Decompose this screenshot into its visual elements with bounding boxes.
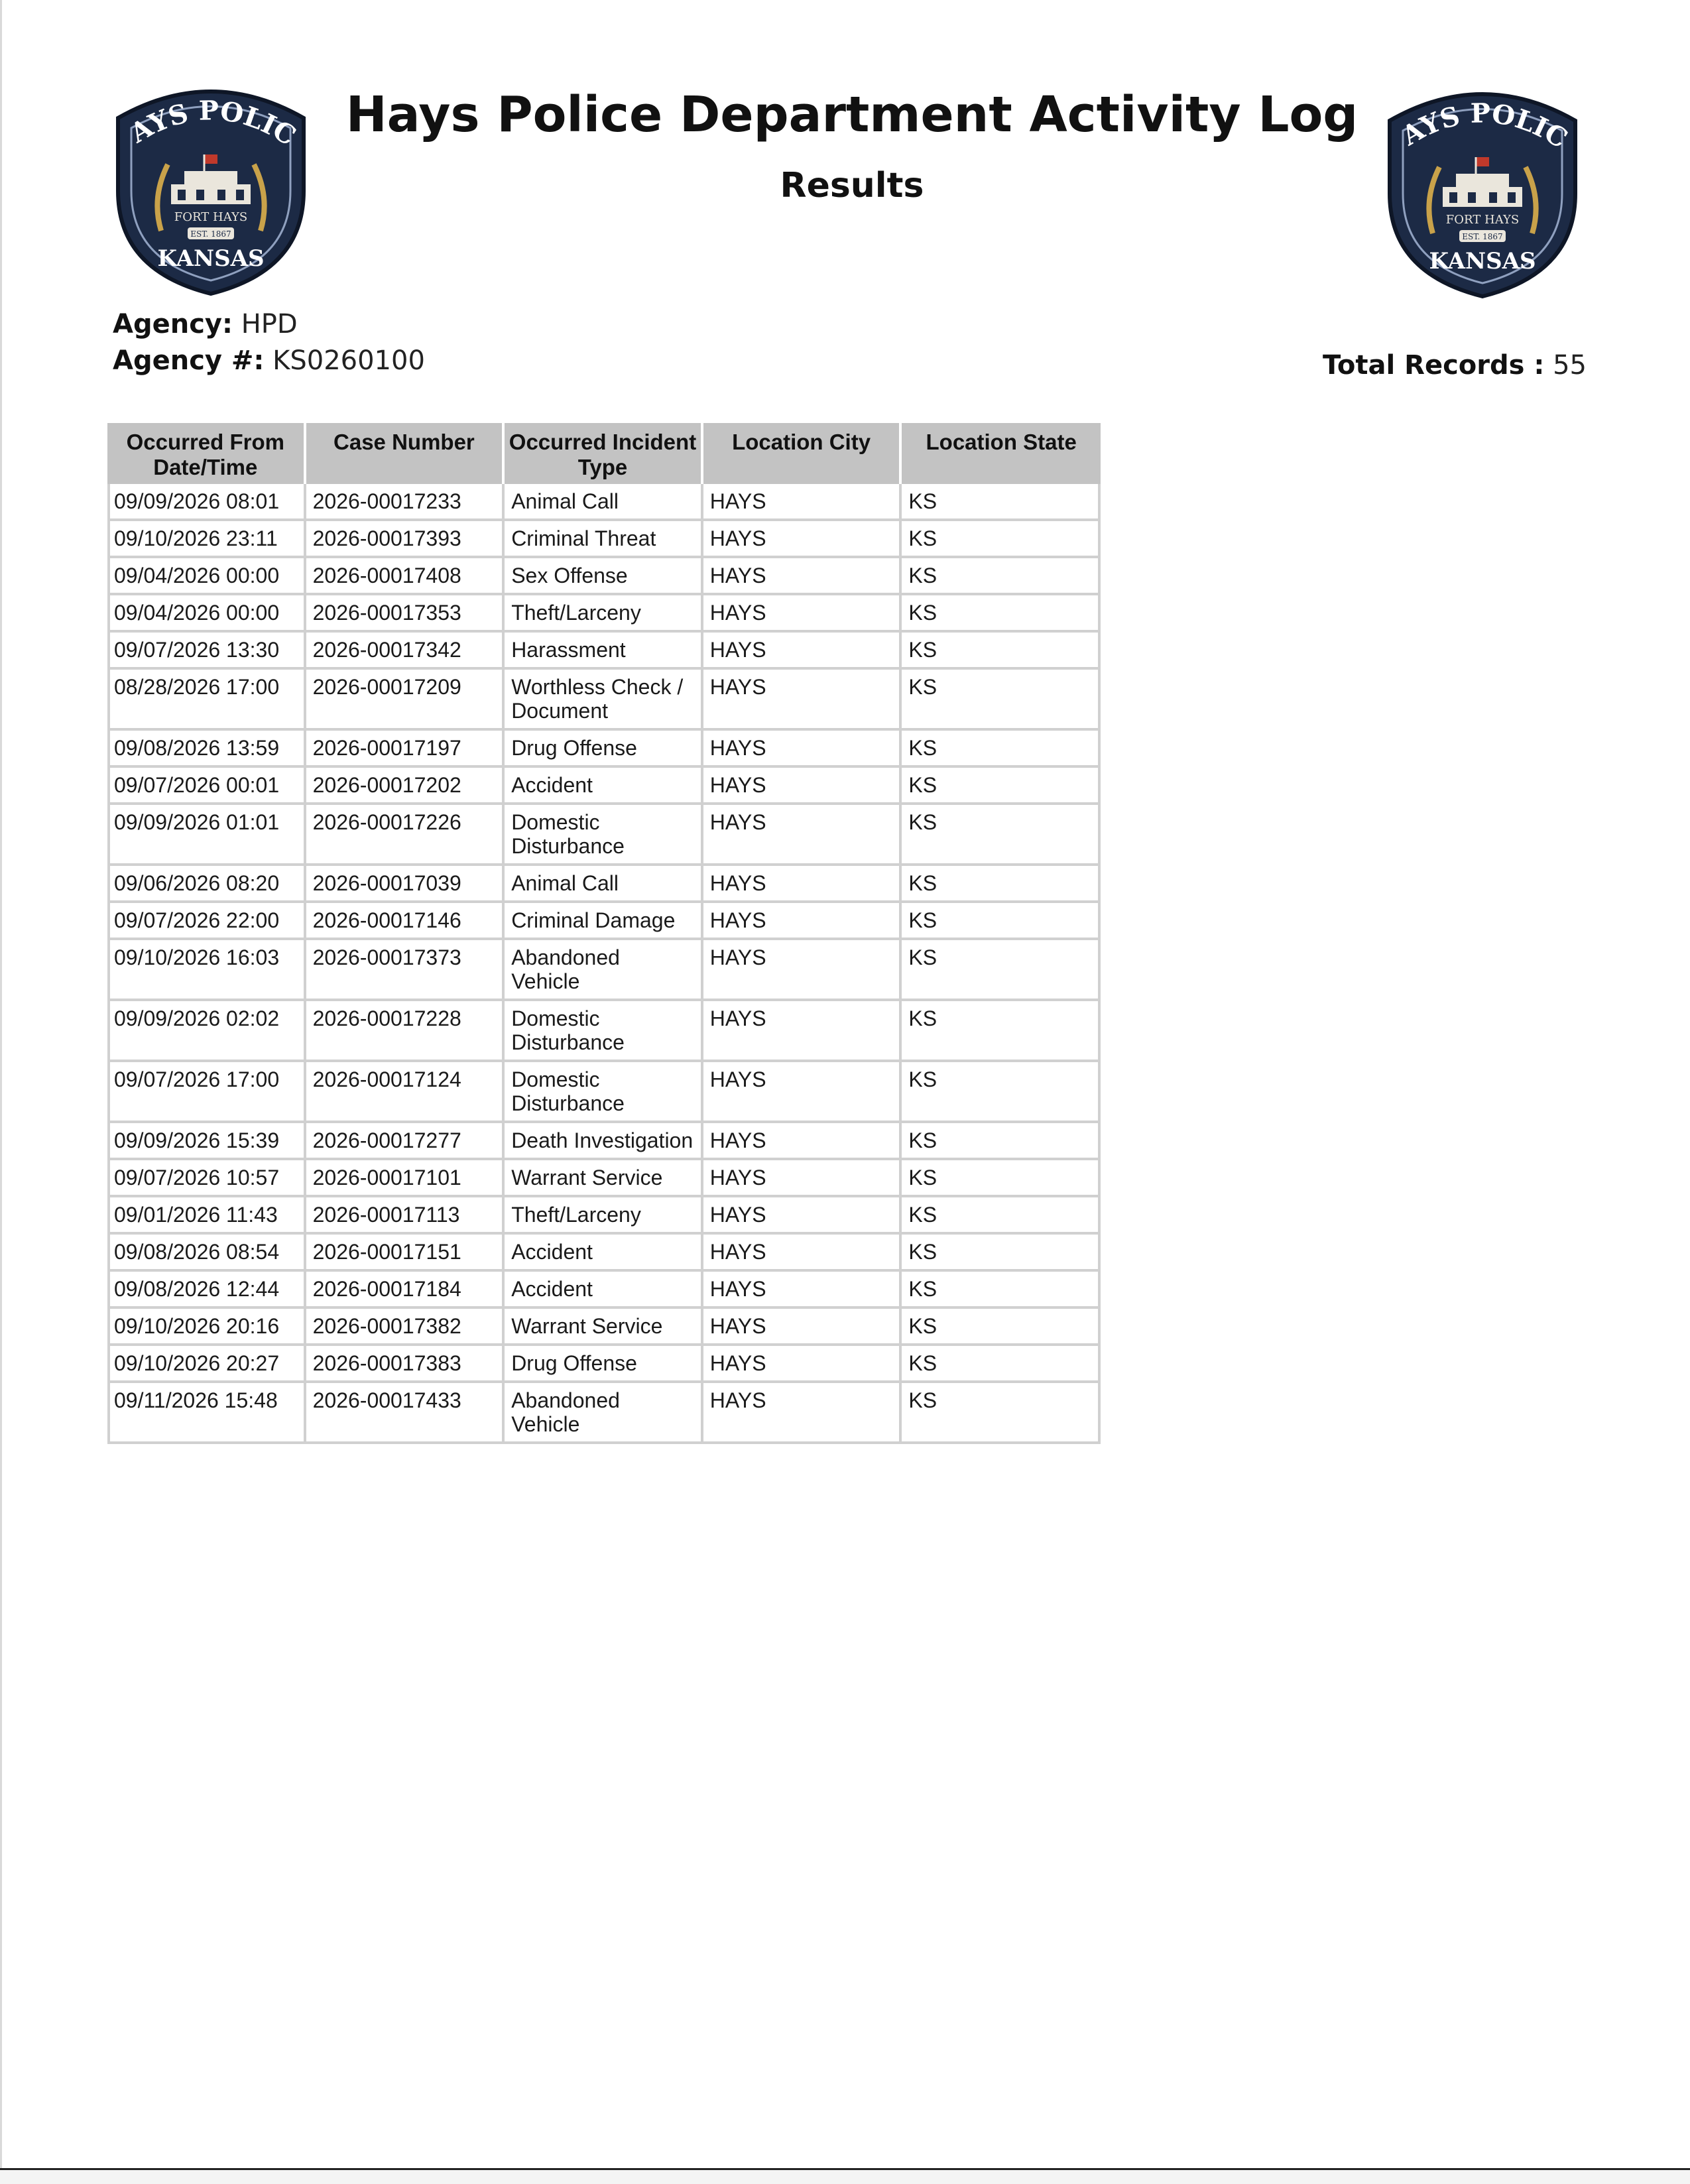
column-header: Case Number [306,423,505,484]
table-body [107,484,1101,1444]
incident-type-cell: Accident [505,1272,703,1309]
location-city-cell: HAYS [703,670,902,731]
table-row [107,768,1101,805]
location-city-cell: HAYS [703,1001,902,1062]
incident-type-cell: Animal Call [505,866,703,903]
table-row [107,1123,1101,1160]
case-number-cell: 2026-00017433 [306,1383,505,1444]
occurred-datetime-cell: 09/09/2026 15:39 [107,1123,306,1160]
occurred-datetime-cell: 09/08/2026 12:44 [107,1272,306,1309]
page-title: Hays Police Department Activity Log [345,86,1358,143]
incident-type-cell: Accident [505,1235,703,1272]
agency-number-info [113,345,425,376]
incident-type-cell: Abandoned Vehicle [505,940,703,1001]
agency-number-value: KS0260100 [272,345,425,376]
location-city-cell: HAYS [703,1235,902,1272]
case-number-cell: 2026-00017146 [306,903,505,940]
location-state-cell: KS [902,1309,1101,1346]
location-state-cell: KS [902,1062,1101,1123]
table-row [107,866,1101,903]
location-state-cell: KS [902,866,1101,903]
table-row [107,1062,1101,1123]
total-records-value: 55 [1553,350,1587,381]
table-row [107,521,1101,558]
occurred-datetime-cell: 09/10/2026 16:03 [107,940,306,1001]
location-city-cell: HAYS [703,866,902,903]
table-row [107,1272,1101,1309]
table-row [107,558,1101,595]
incident-type-cell: Harassment [505,633,703,670]
table-row [107,1346,1101,1383]
table-row [107,903,1101,940]
table-row [107,805,1101,866]
case-number-cell: 2026-00017226 [306,805,505,866]
incident-type-cell: Animal Call [505,484,703,521]
location-city-cell: HAYS [703,805,902,866]
location-state-cell: KS [902,558,1101,595]
table-row [107,633,1101,670]
occurred-datetime-cell: 09/08/2026 08:54 [107,1235,306,1272]
case-number-cell: 2026-00017209 [306,670,505,731]
badge-bottom-text: KANSAS [1429,248,1536,274]
table-row [107,1197,1101,1235]
location-city-cell: HAYS [703,1197,902,1235]
badge-established-text: EST. 1867 [1462,232,1503,241]
location-state-cell: KS [902,1272,1101,1309]
occurred-datetime-cell: 09/07/2026 22:00 [107,903,306,940]
badge-top-text: AYS POLIC [125,95,302,152]
location-city-cell: HAYS [703,1062,902,1123]
occurred-datetime-cell: 09/01/2026 11:43 [107,1197,306,1235]
case-number-cell: 2026-00017383 [306,1346,505,1383]
case-number-cell: 2026-00017342 [306,633,505,670]
case-number-cell: 2026-00017197 [306,731,505,768]
occurred-datetime-cell: 08/28/2026 17:00 [107,670,306,731]
agency-label: Agency: [113,309,233,339]
location-state-cell: KS [902,1346,1101,1383]
occurred-datetime-cell: 09/07/2026 13:30 [107,633,306,670]
location-state-cell: KS [902,1235,1101,1272]
table-row [107,484,1101,521]
table-row [107,1001,1101,1062]
occurred-datetime-cell: 09/07/2026 10:57 [107,1160,306,1197]
case-number-cell: 2026-00017393 [306,521,505,558]
location-city-cell: HAYS [703,595,902,633]
incident-type-cell: Theft/Larceny [505,595,703,633]
location-state-cell: KS [902,903,1101,940]
location-state-cell: KS [902,521,1101,558]
page-edge [0,0,2,2182]
agency-number-label: Agency #: [113,345,265,376]
case-number-cell: 2026-00017228 [306,1001,505,1062]
badge-bottom-text: KANSAS [157,245,265,272]
activity-log-table [107,423,1101,1444]
incident-type-cell: Criminal Damage [505,903,703,940]
location-state-cell: KS [902,670,1101,731]
occurred-datetime-cell: 09/07/2026 00:01 [107,768,306,805]
case-number-cell: 2026-00017382 [306,1309,505,1346]
badge-middle-text: FORT HAYS [1445,213,1520,227]
column-header: Location State [902,423,1101,484]
location-city-cell: HAYS [703,940,902,1001]
incident-type-cell: Worthless Check / Document [505,670,703,731]
location-city-cell: HAYS [703,1160,902,1197]
table-row [107,1235,1101,1272]
occurred-datetime-cell: 09/10/2026 20:27 [107,1346,306,1383]
occurred-datetime-cell: 09/04/2026 00:00 [107,595,306,633]
table-row [107,1160,1101,1197]
occurred-datetime-cell: 09/10/2026 23:11 [107,521,306,558]
case-number-cell: 2026-00017039 [306,866,505,903]
agency-value: HPD [241,309,298,339]
location-state-cell: KS [902,1123,1101,1160]
location-state-cell: KS [902,768,1101,805]
location-state-cell: KS [902,484,1101,521]
location-state-cell: KS [902,595,1101,633]
table-row [107,595,1101,633]
case-number-cell: 2026-00017233 [306,484,505,521]
location-state-cell: KS [902,1197,1101,1235]
case-number-cell: 2026-00017113 [306,1197,505,1235]
occurred-datetime-cell: 09/10/2026 20:16 [107,1309,306,1346]
incident-type-cell: Death Investigation [505,1123,703,1160]
location-city-cell: HAYS [703,1383,902,1444]
total-records-label: Total Records : [1322,350,1545,381]
case-number-cell: 2026-00017184 [306,1272,505,1309]
location-state-cell: KS [902,1383,1101,1444]
table-row [107,1309,1101,1346]
case-number-cell: 2026-00017408 [306,558,505,595]
location-city-cell: HAYS [703,633,902,670]
occurred-datetime-cell: 09/11/2026 15:48 [107,1383,306,1444]
agency-info [113,309,298,339]
column-header: Location City [703,423,902,484]
incident-type-cell: Domestic Disturbance [505,1062,703,1123]
location-city-cell: HAYS [703,768,902,805]
incident-type-cell: Theft/Larceny [505,1197,703,1235]
incident-type-cell: Abandoned Vehicle [505,1383,703,1444]
case-number-cell: 2026-00017202 [306,768,505,805]
location-city-cell: HAYS [703,484,902,521]
incident-type-cell: Criminal Threat [505,521,703,558]
occurred-datetime-cell: 09/07/2026 17:00 [107,1062,306,1123]
table-row [107,731,1101,768]
location-state-cell: KS [902,1160,1101,1197]
case-number-cell: 2026-00017353 [306,595,505,633]
table-row [107,670,1101,731]
location-state-cell: KS [902,805,1101,866]
location-city-cell: HAYS [703,1272,902,1309]
occurred-datetime-cell: 09/09/2026 01:01 [107,805,306,866]
location-state-cell: KS [902,940,1101,1001]
table-header-row [107,423,1101,484]
badge-top-text: AYS POLIC [1396,97,1573,155]
location-state-cell: KS [902,1001,1101,1062]
case-number-cell: 2026-00017101 [306,1160,505,1197]
badge-middle-text: FORT HAYS [174,210,248,224]
location-city-cell: HAYS [703,558,902,595]
incident-type-cell: Drug Offense [505,731,703,768]
total-records [1323,350,1587,381]
location-city-cell: HAYS [703,521,902,558]
case-number-cell: 2026-00017151 [306,1235,505,1272]
incident-type-cell: Warrant Service [505,1309,703,1346]
table-row [107,1383,1101,1444]
column-header: Occurred From Date/Time [107,423,306,484]
location-city-cell: HAYS [703,731,902,768]
location-state-cell: KS [902,731,1101,768]
incident-type-cell: Sex Offense [505,558,703,595]
incident-type-cell: Domestic Disturbance [505,1001,703,1062]
location-city-cell: HAYS [703,1123,902,1160]
occurred-datetime-cell: 09/04/2026 00:00 [107,558,306,595]
case-number-cell: 2026-00017277 [306,1123,505,1160]
incident-type-cell: Domestic Disturbance [505,805,703,866]
location-state-cell: KS [902,633,1101,670]
incident-type-cell: Accident [505,768,703,805]
occurred-datetime-cell: 09/06/2026 08:20 [107,866,306,903]
incident-type-cell: Drug Offense [505,1346,703,1383]
case-number-cell: 2026-00017124 [306,1062,505,1123]
table-row [107,940,1101,1001]
occurred-datetime-cell: 09/08/2026 13:59 [107,731,306,768]
column-header: Occurred Incident Type [505,423,703,484]
location-city-cell: HAYS [703,1346,902,1383]
incident-type-cell: Warrant Service [505,1160,703,1197]
occurred-datetime-cell: 09/09/2026 02:02 [107,1001,306,1062]
case-number-cell: 2026-00017373 [306,940,505,1001]
location-city-cell: HAYS [703,903,902,940]
page-subtitle: Results [780,166,924,206]
occurred-datetime-cell: 09/09/2026 08:01 [107,484,306,521]
page-bottom-edge [0,2168,1690,2184]
badge-established-text: EST. 1867 [190,229,231,239]
location-city-cell: HAYS [703,1309,902,1346]
